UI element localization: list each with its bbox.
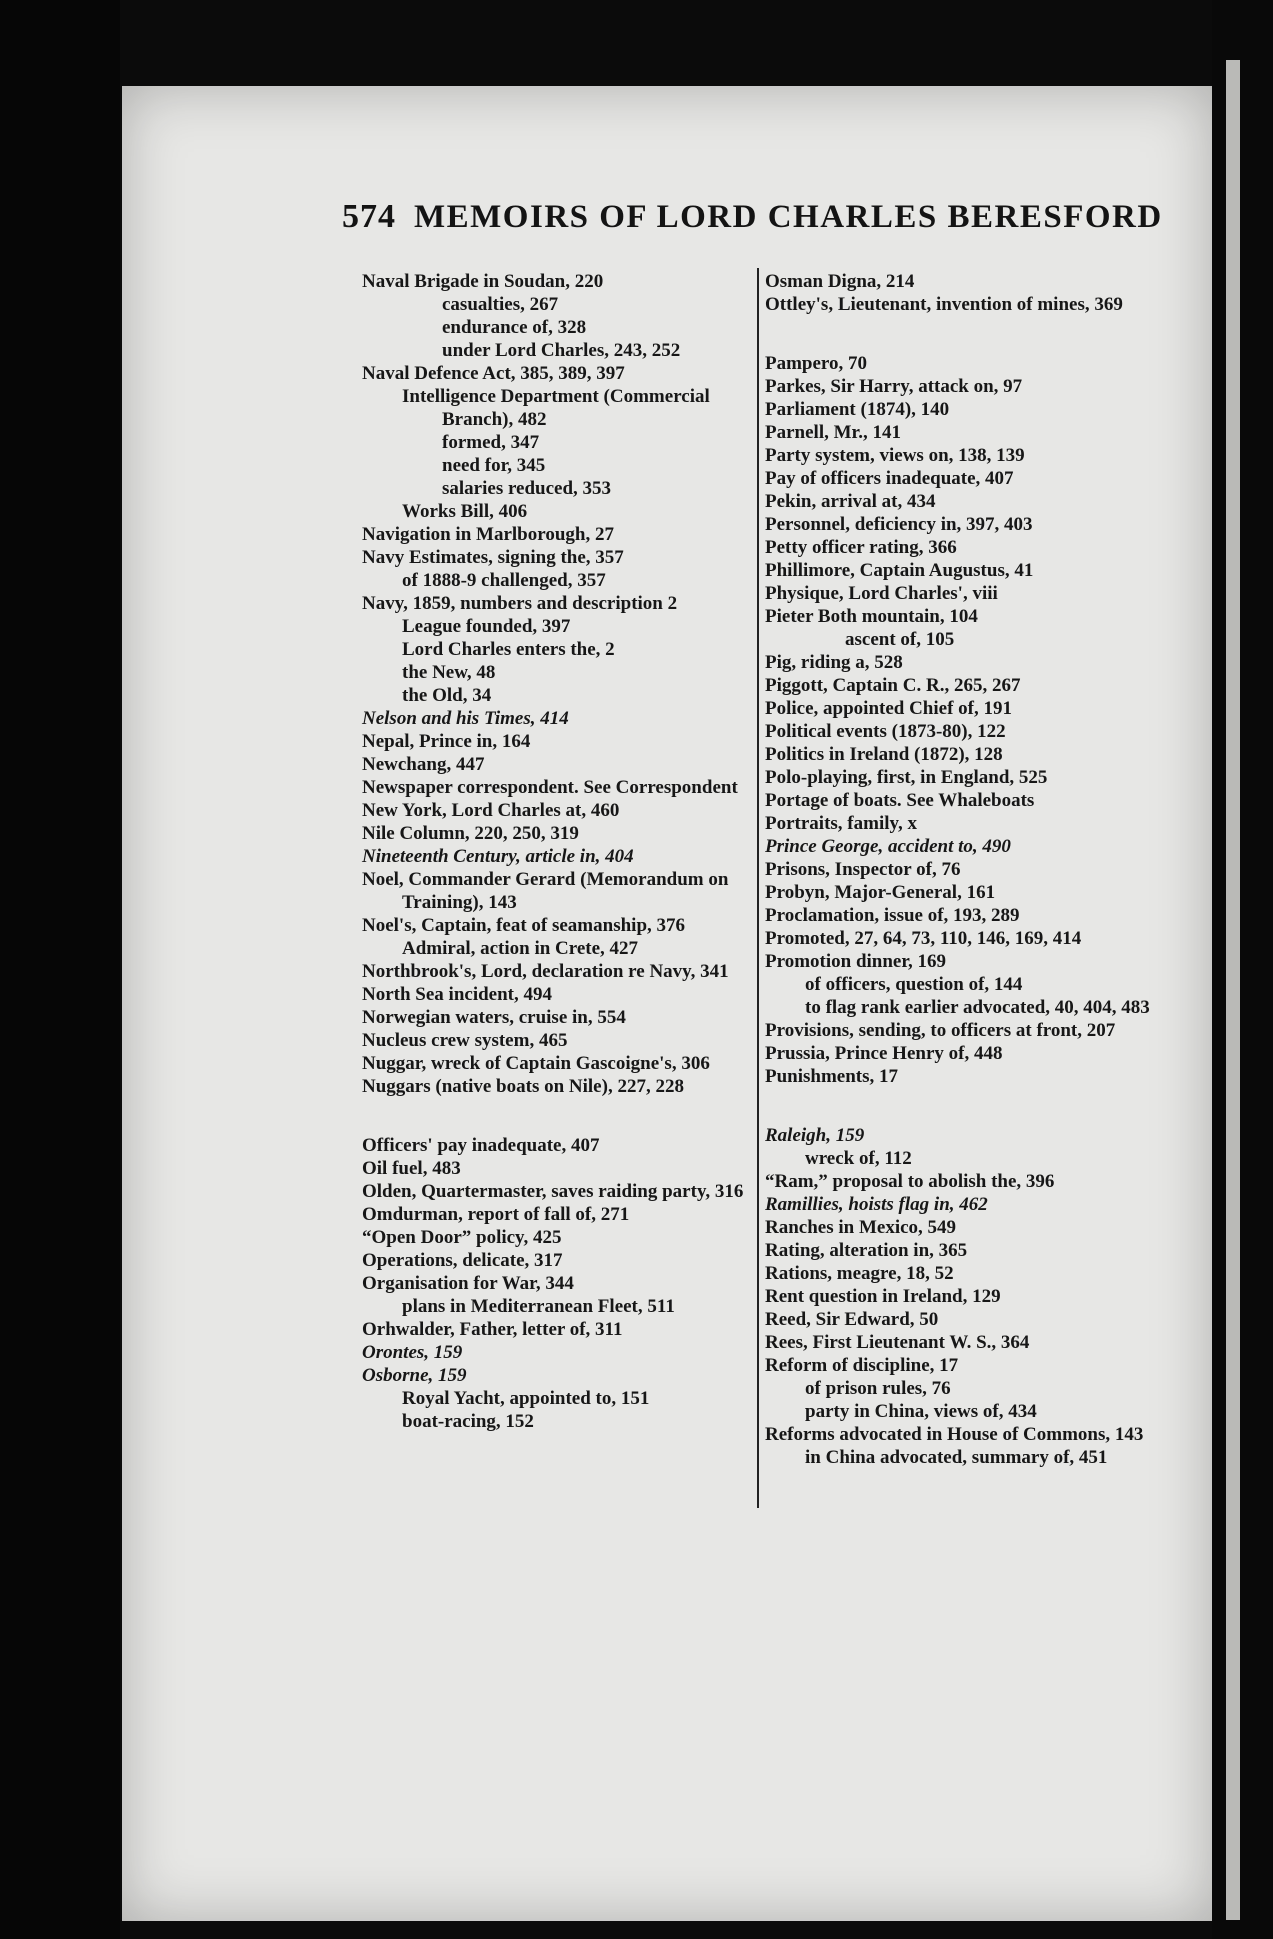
adjacent-page-edge — [1226, 60, 1240, 1920]
index-subentry: the Old, 34 — [402, 685, 492, 706]
index-entry: Orontes, 159 — [362, 1342, 463, 1363]
index-entry: Punishments, 17 — [765, 1066, 899, 1087]
index-subentry: Works Bill, 406 — [402, 501, 528, 522]
index-entry: Parnell, Mr., 141 — [765, 422, 901, 443]
section-gap — [362, 1098, 754, 1134]
index-entry: Polo-playing, first, in England, 525 — [765, 767, 1048, 788]
index-subentry: Admiral, action in Crete, 427 — [402, 938, 639, 959]
index-entry: Prince George, accident to, 490 — [765, 836, 1011, 857]
index-entry: Operations, delicate, 317 — [362, 1250, 563, 1271]
index-entry: Proclamation, issue of, 193, 289 — [765, 905, 1020, 926]
index-entry: Prussia, Prince Henry of, 448 — [765, 1043, 1003, 1064]
index-entry: Pampero, 70 — [765, 353, 868, 374]
index-entry: Navy Estimates, signing the, 357 — [362, 547, 624, 568]
index-entry: Physique, Lord Charles', viii — [765, 583, 998, 604]
index-subentry: salaries reduced, 353 — [442, 478, 612, 499]
index-entry: Party system, views on, 138, 139 — [765, 445, 1025, 466]
index-entry: Ottley's, Lieutenant, invention of mines, 369 — [765, 294, 1123, 315]
index-entry: Olden, Quartermaster, saves raiding party, 316 — [362, 1181, 744, 1202]
index-subentry: Royal Yacht, appointed to, 151 — [402, 1388, 650, 1409]
index-entry: Nineteenth Century, article in, 404 — [362, 846, 634, 867]
index-entry: Pig, riding a, 528 — [765, 652, 903, 673]
index-entry: Orhwalder, Father, letter of, 311 — [362, 1319, 623, 1340]
index-entry: Newchang, 447 — [362, 754, 485, 775]
index-subentry: need for, 345 — [442, 455, 546, 476]
index-subentry: of prison rules, 76 — [805, 1378, 951, 1399]
index-subentry: Lord Charles enters the, 2 — [402, 639, 615, 660]
index-entry: Pieter Both mountain, 104 — [765, 606, 978, 627]
index-entry: Rating, alteration in, 365 — [765, 1240, 968, 1261]
index-subentry: the New, 48 — [402, 662, 496, 683]
index-entry: Nucleus crew system, 465 — [362, 1030, 568, 1051]
index-entry: Ranches in Mexico, 549 — [765, 1217, 957, 1238]
index-entry: Petty officer rating, 366 — [765, 537, 957, 558]
index-entry: Nile Column, 220, 250, 319 — [362, 823, 579, 844]
index-entry: Organisation for War, 344 — [362, 1273, 574, 1294]
page-header — [342, 198, 1163, 268]
index-entry: Norwegian waters, cruise in, 554 — [362, 1007, 626, 1028]
index-subentry: plans in Mediterranean Fleet, 511 — [402, 1296, 675, 1317]
index-entry: Rations, meagre, 18, 52 — [765, 1263, 954, 1284]
index-entry: Naval Defence Act, 385, 389, 397 — [362, 363, 625, 384]
index-entry: Personnel, deficiency in, 397, 403 — [765, 514, 1033, 535]
section-gap — [765, 1088, 1170, 1124]
index-entry: Nuggars (native boats on Nile), 227, 228 — [362, 1076, 684, 1097]
index-entry: Osman Digna, 214 — [765, 271, 915, 292]
film-edge-left — [0, 0, 120, 1939]
index-entry: Raleigh, 159 — [765, 1125, 865, 1146]
index-entry: Omdurman, report of fall of, 271 — [362, 1204, 630, 1225]
index-column-left — [362, 270, 754, 1433]
index-entry: Pay of officers inadequate, 407 — [765, 468, 1014, 489]
index-subentry: League founded, 397 — [402, 616, 571, 637]
index-entry: Naval Brigade in Soudan, 220 — [362, 271, 604, 292]
index-subentry: party in China, views of, 434 — [805, 1401, 1037, 1422]
index-entry: Officers' pay inadequate, 407 — [362, 1135, 600, 1156]
index-entry: Newspaper correspondent. See Correspondent — [362, 777, 738, 798]
index-entry: “Ram,” proposal to abolish the, 396 — [765, 1171, 1055, 1192]
index-subentry: endurance of, 328 — [442, 317, 587, 338]
index-subentry: Intelligence Department (Commercial Branch), 482 — [402, 386, 710, 430]
index-entry: Promotion dinner, 169 — [765, 951, 947, 972]
index-entry: Pekin, arrival at, 434 — [765, 491, 936, 512]
adjacent-page-strip — [1212, 0, 1273, 1939]
index-entry: Portage of boats. See Whaleboats — [765, 790, 1035, 811]
index-subentry: to flag rank earlier advocated, 40, 404, 483 — [805, 997, 1150, 1018]
index-subentry: in China advocated, summary of, 451 — [805, 1447, 1108, 1468]
index-entry: Provisions, sending, to officers at front, 207 — [765, 1020, 1116, 1041]
index-entry: Probyn, Major-General, 161 — [765, 882, 996, 903]
index-entry: Prisons, Inspector of, 76 — [765, 859, 961, 880]
column-divider — [757, 268, 759, 1508]
index-entry: Noel's, Captain, feat of seamanship, 376 — [362, 915, 686, 936]
index-entry: Rent question in Ireland, 129 — [765, 1286, 1001, 1307]
index-entry: Ramillies, hoists flag in, 462 — [765, 1194, 988, 1215]
index-entry: Navy, 1859, numbers and description 2 — [362, 593, 678, 614]
index-entry: Reforms advocated in House of Commons, 143 — [765, 1424, 1144, 1445]
index-entry: Piggott, Captain C. R., 265, 267 — [765, 675, 1021, 696]
index-entry: Navigation in Marlborough, 27 — [362, 524, 614, 545]
index-entry: “Open Door” policy, 425 — [362, 1227, 562, 1248]
index-entry: Noel, Commander Gerard (Memorandum on Training), 143 — [362, 869, 729, 913]
section-gap — [765, 316, 1170, 352]
index-entry: Nepal, Prince in, 164 — [362, 731, 531, 752]
running-title: MEMOIRS OF LORD CHARLES BERESFORD — [414, 199, 1163, 235]
index-subentry: boat-racing, 152 — [402, 1411, 534, 1432]
index-entry: Reed, Sir Edward, 50 — [765, 1309, 939, 1330]
index-entry: Phillimore, Captain Augustus, 41 — [765, 560, 1034, 581]
index-entry: New York, Lord Charles at, 460 — [362, 800, 620, 821]
index-subentry: casualties, 267 — [442, 294, 559, 315]
index-entry: Northbrook's, Lord, declaration re Navy, 341 — [362, 961, 729, 982]
index-entry: Politics in Ireland (1872), 128 — [765, 744, 1003, 765]
index-entry: Political events (1873-80), 122 — [765, 721, 1006, 742]
index-entry: Parkes, Sir Harry, attack on, 97 — [765, 376, 1023, 397]
index-entry: Nuggar, wreck of Captain Gascoigne's, 306 — [362, 1053, 710, 1074]
index-entry: Nelson and his Times, 414 — [362, 708, 569, 729]
index-subentry: formed, 347 — [442, 432, 540, 453]
index-entry: Osborne, 159 — [362, 1365, 467, 1386]
index-entry: Promoted, 27, 64, 73, 110, 146, 169, 414 — [765, 928, 1082, 949]
index-entry: Police, appointed Chief of, 191 — [765, 698, 1012, 719]
index-subentry: wreck of, 112 — [805, 1148, 912, 1169]
index-entry: Rees, First Lieutenant W. S., 364 — [765, 1332, 1030, 1353]
index-entry: Oil fuel, 483 — [362, 1158, 461, 1179]
page-number: 574 — [342, 198, 396, 235]
index-subentry: of officers, question of, 144 — [805, 974, 1023, 995]
index-column-right — [765, 270, 1170, 1469]
index-subentry: of 1888-9 challenged, 357 — [402, 570, 606, 591]
index-entry: Reform of discipline, 17 — [765, 1355, 959, 1376]
index-subentry: under Lord Charles, 243, 252 — [442, 340, 681, 361]
index-entry: Portraits, family, x — [765, 813, 917, 834]
index-subentry: ascent of, 105 — [845, 629, 955, 650]
index-entry: Parliament (1874), 140 — [765, 399, 950, 420]
index-entry: North Sea incident, 494 — [362, 984, 552, 1005]
